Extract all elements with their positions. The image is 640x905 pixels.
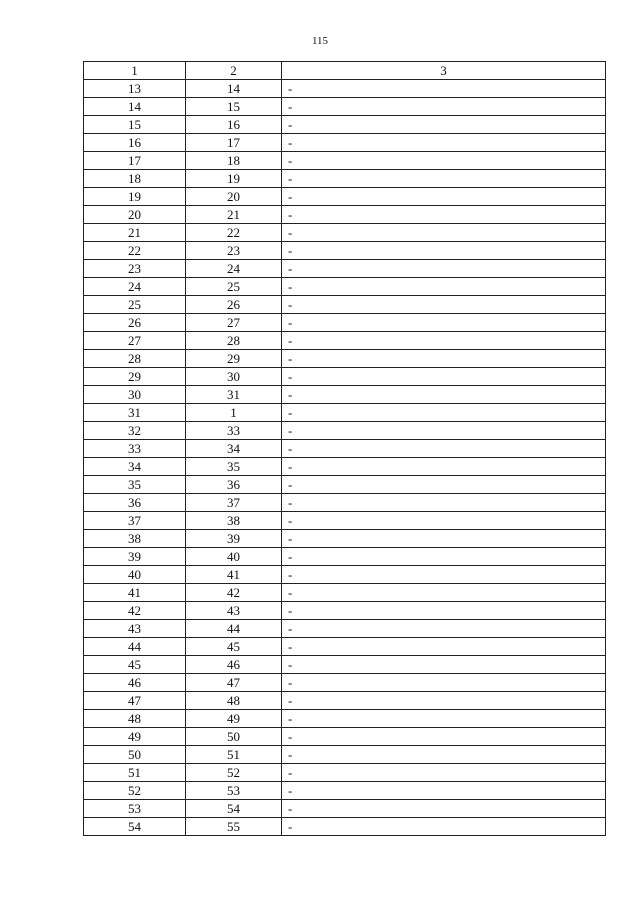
table-row	[84, 422, 606, 440]
table-row	[84, 494, 606, 512]
table-cell-col-1: 23	[84, 260, 186, 278]
table-cell-col-2: 35	[186, 458, 282, 476]
table-cell-col-3: -	[282, 620, 606, 638]
table-cell-col-3: -	[282, 368, 606, 386]
table-body	[84, 80, 606, 836]
table-cell-col-2: 19	[186, 170, 282, 188]
table-cell-col-1: 46	[84, 674, 186, 692]
table-cell-col-1: 19	[84, 188, 186, 206]
table-cell-col-3: -	[282, 206, 606, 224]
data-table	[83, 61, 606, 836]
table-cell-col-2: 49	[186, 710, 282, 728]
table-cell-col-1: 33	[84, 440, 186, 458]
table-row	[84, 512, 606, 530]
table-cell-col-1: 32	[84, 422, 186, 440]
table-row	[84, 206, 606, 224]
table-cell-col-3: -	[282, 278, 606, 296]
table-cell-col-3: -	[282, 224, 606, 242]
table-cell-col-1: 15	[84, 116, 186, 134]
table-row	[84, 746, 606, 764]
table-cell-col-1: 21	[84, 224, 186, 242]
table-row	[84, 404, 606, 422]
column-header-2: 2	[186, 62, 282, 80]
table-cell-col-3: -	[282, 674, 606, 692]
table-cell-col-3: -	[282, 98, 606, 116]
table-cell-col-3: -	[282, 440, 606, 458]
table-cell-col-2: 25	[186, 278, 282, 296]
table-cell-col-2: 34	[186, 440, 282, 458]
table-cell-col-2: 47	[186, 674, 282, 692]
table-cell-col-3: -	[282, 80, 606, 98]
table-row	[84, 602, 606, 620]
table-cell-col-3: -	[282, 548, 606, 566]
table-cell-col-1: 30	[84, 386, 186, 404]
table-cell-col-1: 31	[84, 404, 186, 422]
table-cell-col-2: 22	[186, 224, 282, 242]
table-row	[84, 476, 606, 494]
table-cell-col-2: 54	[186, 800, 282, 818]
table-cell-col-1: 28	[84, 350, 186, 368]
table-cell-col-2: 1	[186, 404, 282, 422]
table-cell-col-1: 52	[84, 782, 186, 800]
table-cell-col-2: 39	[186, 530, 282, 548]
table-cell-col-1: 35	[84, 476, 186, 494]
column-header-3: 3	[282, 62, 606, 80]
table-cell-col-1: 48	[84, 710, 186, 728]
table-row	[84, 152, 606, 170]
table-row	[84, 710, 606, 728]
table-cell-col-3: -	[282, 134, 606, 152]
table-cell-col-2: 24	[186, 260, 282, 278]
table-cell-col-3: -	[282, 512, 606, 530]
table-cell-col-2: 46	[186, 656, 282, 674]
table-row	[84, 440, 606, 458]
table-row	[84, 314, 606, 332]
table-cell-col-3: -	[282, 530, 606, 548]
table-cell-col-1: 45	[84, 656, 186, 674]
table-row	[84, 656, 606, 674]
table-row	[84, 170, 606, 188]
table-row	[84, 386, 606, 404]
table-cell-col-1: 27	[84, 332, 186, 350]
table-header-row	[84, 62, 606, 80]
table-cell-col-2: 21	[186, 206, 282, 224]
table-cell-col-2: 55	[186, 818, 282, 836]
table-row	[84, 134, 606, 152]
table-cell-col-1: 13	[84, 80, 186, 98]
table-row	[84, 350, 606, 368]
table-cell-col-1: 14	[84, 98, 186, 116]
table-cell-col-3: -	[282, 800, 606, 818]
table-row	[84, 224, 606, 242]
table-cell-col-2: 26	[186, 296, 282, 314]
table-cell-col-1: 36	[84, 494, 186, 512]
table-row	[84, 278, 606, 296]
table-cell-col-1: 34	[84, 458, 186, 476]
table-row	[84, 566, 606, 584]
page-number: 115	[311, 35, 329, 47]
table-cell-col-2: 30	[186, 368, 282, 386]
table-cell-col-2: 33	[186, 422, 282, 440]
table-cell-col-1: 18	[84, 170, 186, 188]
table-cell-col-3: -	[282, 638, 606, 656]
table-cell-col-3: -	[282, 710, 606, 728]
table-cell-col-3: -	[282, 188, 606, 206]
table-cell-col-1: 16	[84, 134, 186, 152]
table-cell-col-2: 16	[186, 116, 282, 134]
table-cell-col-3: -	[282, 476, 606, 494]
table-cell-col-3: -	[282, 350, 606, 368]
table-row	[84, 80, 606, 98]
table-cell-col-2: 31	[186, 386, 282, 404]
table-cell-col-3: -	[282, 314, 606, 332]
table-cell-col-1: 22	[84, 242, 186, 260]
table-cell-col-1: 17	[84, 152, 186, 170]
table-cell-col-2: 45	[186, 638, 282, 656]
table-cell-col-1: 38	[84, 530, 186, 548]
table-cell-col-1: 43	[84, 620, 186, 638]
table-cell-col-1: 53	[84, 800, 186, 818]
table-cell-col-2: 18	[186, 152, 282, 170]
table-row	[84, 260, 606, 278]
table-row	[84, 782, 606, 800]
table-cell-col-1: 51	[84, 764, 186, 782]
table-cell-col-3: -	[282, 260, 606, 278]
table-cell-col-1: 20	[84, 206, 186, 224]
table-row	[84, 368, 606, 386]
table-cell-col-3: -	[282, 818, 606, 836]
table-row	[84, 548, 606, 566]
table-cell-col-2: 29	[186, 350, 282, 368]
table-row	[84, 116, 606, 134]
table-cell-col-1: 25	[84, 296, 186, 314]
table-cell-col-3: -	[282, 332, 606, 350]
table-row	[84, 692, 606, 710]
table-cell-col-1: 29	[84, 368, 186, 386]
table-cell-col-3: -	[282, 566, 606, 584]
table-cell-col-2: 28	[186, 332, 282, 350]
table-cell-col-1: 26	[84, 314, 186, 332]
table-cell-col-1: 50	[84, 746, 186, 764]
table-cell-col-3: -	[282, 692, 606, 710]
table-cell-col-3: -	[282, 386, 606, 404]
table-cell-col-2: 43	[186, 602, 282, 620]
table-row	[84, 530, 606, 548]
table-cell-col-2: 15	[186, 98, 282, 116]
table-cell-col-3: -	[282, 584, 606, 602]
table-cell-col-1: 47	[84, 692, 186, 710]
table-cell-col-3: -	[282, 656, 606, 674]
table-cell-col-2: 50	[186, 728, 282, 746]
table-cell-col-3: -	[282, 728, 606, 746]
table-cell-col-2: 42	[186, 584, 282, 602]
table-cell-col-3: -	[282, 494, 606, 512]
table-cell-col-2: 23	[186, 242, 282, 260]
table-row	[84, 98, 606, 116]
table-cell-col-3: -	[282, 116, 606, 134]
table-cell-col-1: 54	[84, 818, 186, 836]
column-header-1: 1	[84, 62, 186, 80]
table-row	[84, 458, 606, 476]
table-row	[84, 800, 606, 818]
table-row	[84, 638, 606, 656]
table-row	[84, 674, 606, 692]
table-cell-col-2: 36	[186, 476, 282, 494]
table-cell-col-1: 39	[84, 548, 186, 566]
table-cell-col-2: 27	[186, 314, 282, 332]
table-row	[84, 728, 606, 746]
table-cell-col-2: 14	[186, 80, 282, 98]
table-row	[84, 332, 606, 350]
table-cell-col-2: 38	[186, 512, 282, 530]
table-cell-col-3: -	[282, 242, 606, 260]
table-row	[84, 584, 606, 602]
table-cell-col-1: 42	[84, 602, 186, 620]
table-row	[84, 188, 606, 206]
table-cell-col-3: -	[282, 458, 606, 476]
table-cell-col-2: 48	[186, 692, 282, 710]
table-cell-col-1: 24	[84, 278, 186, 296]
table-cell-col-3: -	[282, 746, 606, 764]
table-cell-col-3: -	[282, 422, 606, 440]
table-cell-col-1: 37	[84, 512, 186, 530]
table-cell-col-2: 52	[186, 764, 282, 782]
table-row	[84, 620, 606, 638]
table-cell-col-3: -	[282, 152, 606, 170]
table-cell-col-2: 41	[186, 566, 282, 584]
table-cell-col-3: -	[282, 170, 606, 188]
table-cell-col-1: 41	[84, 584, 186, 602]
table-cell-col-3: -	[282, 404, 606, 422]
table-cell-col-2: 53	[186, 782, 282, 800]
table-cell-col-3: -	[282, 764, 606, 782]
table-cell-col-2: 20	[186, 188, 282, 206]
table-cell-col-3: -	[282, 602, 606, 620]
table-cell-col-1: 49	[84, 728, 186, 746]
table-cell-col-2: 44	[186, 620, 282, 638]
table-cell-col-2: 51	[186, 746, 282, 764]
table-cell-col-2: 40	[186, 548, 282, 566]
table-cell-col-2: 17	[186, 134, 282, 152]
table-row	[84, 764, 606, 782]
table-cell-col-3: -	[282, 296, 606, 314]
table-row	[84, 296, 606, 314]
table-row	[84, 818, 606, 836]
table-row	[84, 242, 606, 260]
table-cell-col-3: -	[282, 782, 606, 800]
table-cell-col-1: 44	[84, 638, 186, 656]
table-cell-col-2: 37	[186, 494, 282, 512]
table-cell-col-1: 40	[84, 566, 186, 584]
